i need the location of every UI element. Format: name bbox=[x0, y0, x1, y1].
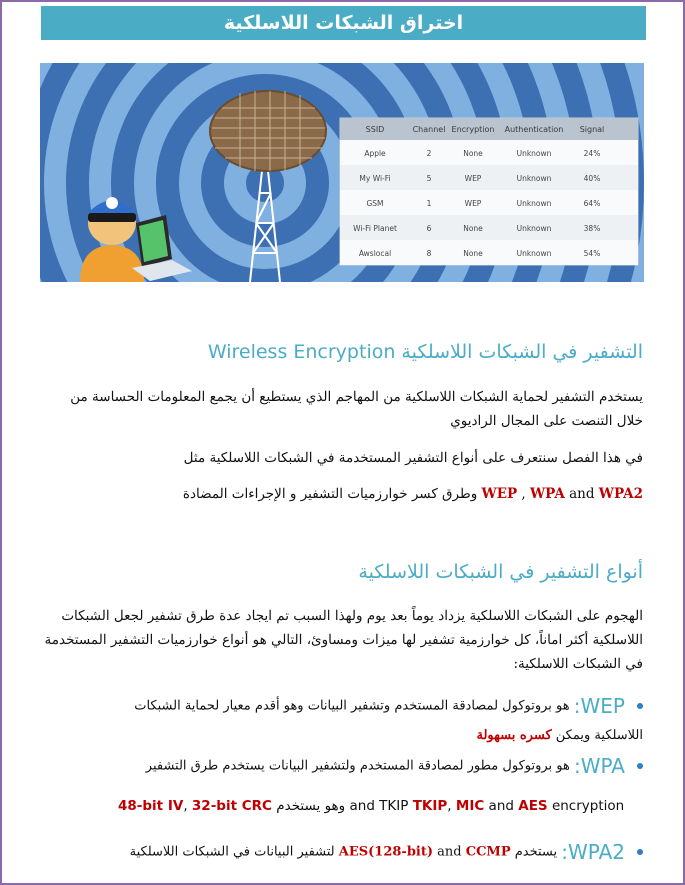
term-32bit-crc: 32-bit CRC bbox=[191, 798, 272, 814]
wifi-table-cell: 38% bbox=[583, 224, 601, 233]
wifi-table-cell: Unknown bbox=[516, 249, 552, 258]
term-wpa: WPA bbox=[530, 486, 565, 502]
wep-easy-crack: كسره بسهولة bbox=[476, 728, 552, 743]
col-ssid: SSID bbox=[365, 125, 385, 134]
list-item-wpa2 bbox=[43, 840, 643, 864]
wifi-table-cell: Unknown bbox=[516, 149, 552, 158]
wifi-table-cell: 1 bbox=[426, 199, 432, 208]
label-wpa: WPA: bbox=[574, 754, 625, 778]
paragraph-chapter-intro: في هذا الفصل سنتعرف على أنواع التشفير المستخدمة في الشبكات اللاسلكية مثل bbox=[183, 450, 643, 466]
grid-antenna-icon bbox=[210, 91, 326, 171]
wifi-table-cell: Unknown bbox=[516, 174, 552, 183]
col-authentication: Authentication bbox=[504, 125, 564, 134]
bullet-icon bbox=[637, 763, 643, 769]
wep-description: هو بروتوكول لمصادقة المستخدم وتشفير البيانات وهو أقدم معيار لحماية الشبكات bbox=[134, 698, 570, 714]
bullet-icon bbox=[637, 703, 643, 709]
wifi-table-cell: Awslocal bbox=[358, 249, 392, 258]
wpa-description: هو بروتوكول مطور لمصادقة المستخدم ولتشفير البيانات يستخدم طرق التشفير bbox=[145, 758, 570, 774]
paragraph-encryption-purpose: يستخدم التشفير لحماية الشبكات اللاسلكية من المهاجم الذي يستطيع أن يجمع المعلومات الحساسة من خلال التنصت على المجال الراديوي bbox=[70, 389, 643, 429]
wifi-table-cell: WEP bbox=[464, 199, 482, 208]
col-signal: Signal bbox=[579, 125, 605, 134]
wifi-table-cell: 24% bbox=[583, 149, 601, 158]
wep-description-cont: اللاسلكية ويمكن bbox=[551, 728, 643, 743]
wifi-table-cell: My Wi-Fi bbox=[359, 174, 391, 183]
wifi-table-cell: 2 bbox=[426, 149, 432, 158]
wpa2-uses-text: يستخدم bbox=[510, 844, 558, 860]
conjunction: and bbox=[433, 844, 466, 860]
conjunction: and bbox=[484, 798, 519, 814]
wifi-table-cell: Apple bbox=[364, 149, 386, 158]
paragraph-tail: وطرق كسر خوارزميات التشفير و الإجراءات المضادة bbox=[182, 486, 482, 502]
wifi-table-cell: None bbox=[463, 224, 483, 233]
conjunction: and bbox=[564, 486, 599, 502]
wifi-table-cell: 40% bbox=[583, 174, 601, 183]
wifi-table-cell: 54% bbox=[583, 249, 601, 258]
wpa-uses-text: and TKIP وهو يستخدم bbox=[271, 798, 413, 814]
wifi-network-table bbox=[340, 118, 638, 265]
col-encryption: Encryption bbox=[451, 125, 495, 134]
wifi-table-cell: WEP bbox=[464, 174, 482, 183]
term-aes: AES bbox=[518, 798, 548, 814]
section-heading-wireless-encryption: التشفير في الشبكات اللاسلكية Wireless Encryption bbox=[207, 341, 643, 363]
hero-image bbox=[40, 63, 644, 282]
wifi-table-cell: Unknown bbox=[516, 199, 552, 208]
section-heading-encryption-types: أنواع التشفير في الشبكات اللاسلكية bbox=[358, 561, 643, 583]
list-item-wep bbox=[43, 694, 643, 718]
bullet-icon bbox=[637, 849, 643, 855]
wpa2-description-tail: لتشفير البيانات في الشبكات اللاسلكية bbox=[129, 844, 339, 860]
encryption-word: encryption bbox=[547, 798, 625, 814]
term-wep: WEP bbox=[481, 486, 518, 502]
term-tkip: TKIP bbox=[412, 798, 448, 814]
col-channel: Channel bbox=[412, 125, 446, 134]
term-ccmp: CCMP bbox=[465, 844, 511, 860]
separator: , bbox=[183, 798, 192, 814]
term-48bit-iv: 48-bit IV bbox=[118, 798, 184, 814]
separator: , bbox=[517, 486, 531, 502]
wifi-table-cell: 6 bbox=[426, 224, 432, 233]
paragraph-encryption-types bbox=[43, 482, 643, 506]
term-mic: MIC bbox=[455, 798, 485, 814]
term-wpa2: WPA2 bbox=[598, 486, 643, 502]
wifi-table-cell: 8 bbox=[426, 249, 432, 258]
list-item-wep-cont bbox=[43, 728, 643, 743]
wifi-table-cell: Wi-Fi Planet bbox=[353, 224, 397, 233]
separator: , bbox=[447, 798, 456, 814]
wifi-table-cell: None bbox=[463, 149, 483, 158]
label-wep: WEP: bbox=[573, 694, 625, 718]
term-aes-128: AES(128-bit) bbox=[338, 844, 434, 860]
paragraph-attacks-intro: الهجوم على الشبكات اللاسلكية يزداد يوماً بعد يوم ولهذا السبب تم ايجاد عدة طرق تشفير لجعل الشبكات اللاسلكية أكثر اماناً، كل خوارزمية تشفير لها ميزات ومساوئ، التالي هو أنواع خوارزميات التشفير المستخدمة في الشبكات اللاسلكية: bbox=[44, 608, 643, 672]
wpa-details-line bbox=[118, 798, 624, 814]
wifi-table-cell: None bbox=[463, 249, 483, 258]
page-title: اختراق الشبكات اللاسلكية bbox=[41, 6, 646, 40]
wifi-table-cell: GSM bbox=[366, 199, 384, 208]
wifi-table-cell: 5 bbox=[426, 174, 432, 183]
wifi-table-cell: 64% bbox=[583, 199, 601, 208]
list-item-wpa bbox=[43, 754, 643, 778]
wifi-table-cell: Unknown bbox=[516, 224, 552, 233]
label-wpa2: WPA2: bbox=[561, 840, 625, 864]
